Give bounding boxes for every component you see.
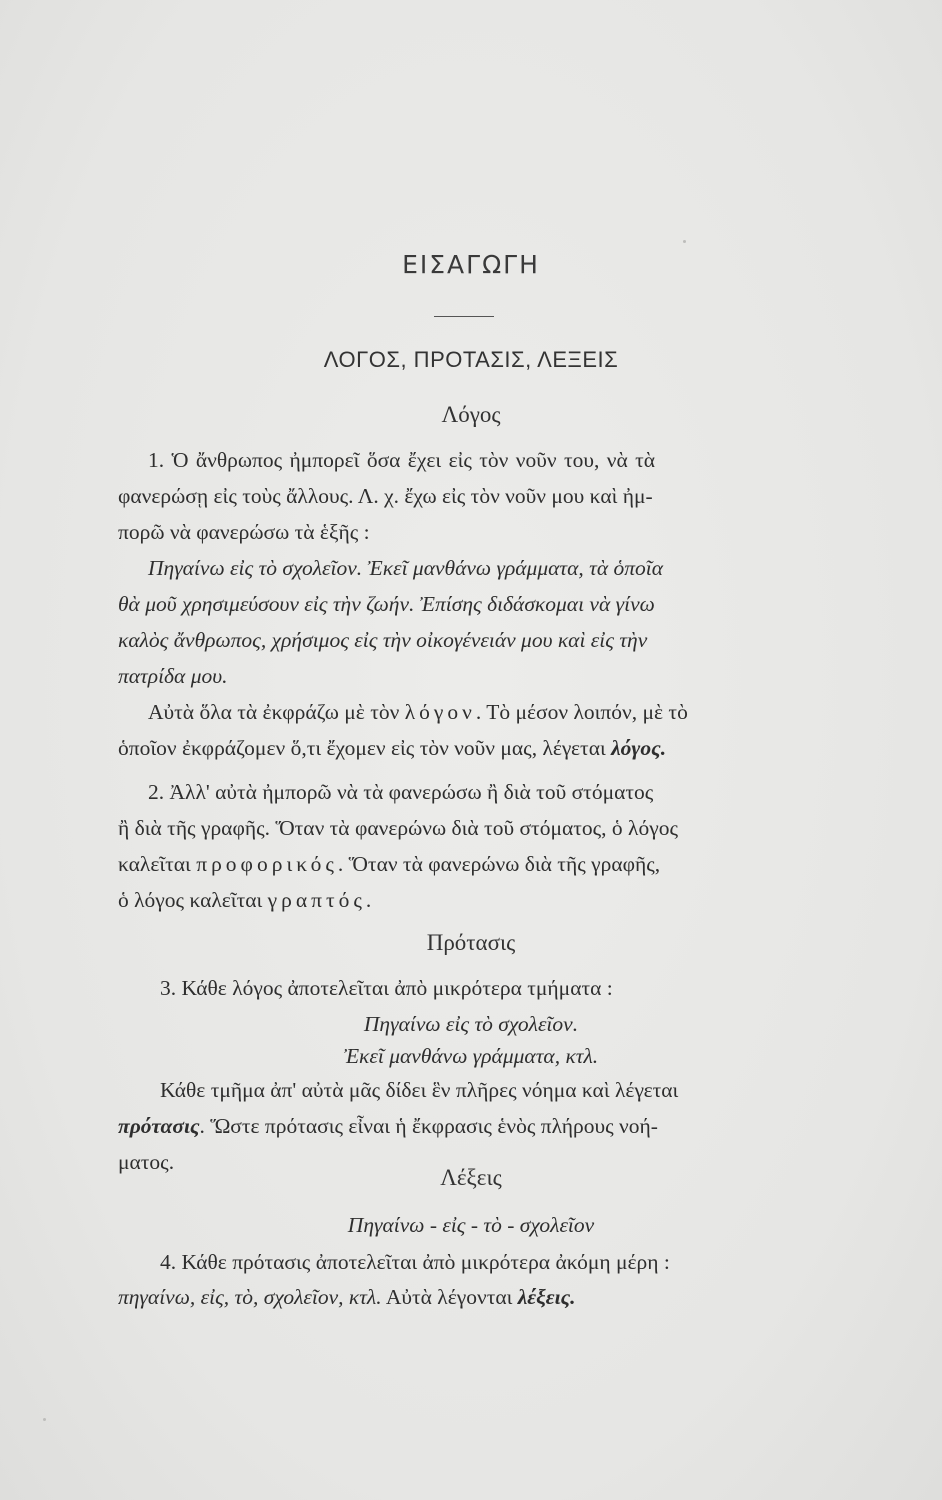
paragraph-2-line-4 [118,888,371,913]
paragraph-1-line-3: πορῶ νὰ φανερώσω τὰ ἑξῆς : [118,520,370,544]
spaced-term-graptos: γραπτός [267,888,366,912]
section-heading-logos: Λόγος [441,402,501,427]
paragraph-2-line-3 [118,852,660,877]
paragraph-4-line-2 [118,1285,576,1310]
example-sentence-2: Ἐκεῖ μανθάνω γράμματα, κτλ. [343,1044,599,1068]
section-heading-protasis: Πρότασις [426,930,516,955]
chapter-subtitle: ΛΟΓΟΣ, ΠΡΟΤΑΣΙΣ, ΛΕΞΕΙΣ [323,347,619,372]
term-lexeis: λέξεις. [517,1285,576,1309]
paragraph-1-line-2: φανερώσῃ εἰς τοὺς ἄλλους. Λ. χ. ἔχω εἰς τὸν νοῦν μου καὶ ἠμ- [118,484,653,508]
paragraph-2-text: καλεῖται [118,852,197,876]
paragraph-2-text: ὁ λόγος καλεῖται [118,888,268,912]
page-title: ΕΙΣΑΓΩΓΗ [402,250,540,279]
example-text-line-1: Πηγαίνω εἰς τὸ σχολεῖον. Ἐκεῖ μανθάνω γράμματα, τὰ ὁποῖα [148,556,664,580]
example-sentence-1: Πηγαίνω εἰς τὸ σχολεῖον. [363,1012,579,1036]
paragraph-2-line-2: ἢ διὰ τῆς γραφῆς. Ὅταν τὰ φανερώνω διὰ τοῦ στόματος, ὁ λόγος [118,816,678,840]
example-words: Πηγαίνω - εἰς - τὸ - σχολεῖον [347,1213,595,1237]
paragraph-3b-line-2 [118,1114,658,1139]
term-protasis: πρότασις [118,1114,200,1138]
paragraph-1b-line-1 [148,700,688,725]
term-logos: λόγος. [611,736,667,760]
paragraph-2-text: . Ὅταν τὰ φανερώνω διὰ τῆς γραφῆς, [337,852,661,876]
paragraph-3-line-1: 3. Κάθε λόγος ἀποτελεῖται ἀπὸ μικρότερα τμήματα : [160,976,613,1000]
spaced-term-logon: λόγον [404,700,476,724]
spaced-term-proforikos: προφορικός [196,852,338,876]
paragraph-1b-text: ὁποῖον ἐκφράζομεν ὅ,τι ἔχομεν εἰς τὸν νοῦν μας, λέγεται [118,736,612,760]
paragraph-2-line-1: 2. Ἀλλ' αὐτὰ ἠμπορῶ νὰ τὰ φανερώσω ἢ διὰ τοῦ στόματος [148,780,654,804]
title-divider [434,316,494,317]
example-text-line-2: θὰ μοῦ χρησιμεύσουν εἰς τὴν ζωήν. Ἐπίσης διδάσκομαι νὰ γίνω [118,592,655,616]
paper-speck [683,240,686,243]
paragraph-1b-text: Αὐτὰ ὅλα τὰ ἐκφράζω μὲ τὸν [148,700,405,724]
example-text-line-3: καλὸς ἄνθρωπος, χρήσιμος εἰς τὴν οἰκογένειάν μου καὶ εἰς τὴν [118,628,648,652]
paragraph-1-line-1: 1. Ὁ ἄνθρωπος ἠμπορεῖ ὅσα ἔχει εἰς τὸν νοῦν του, νὰ τὰ [148,448,656,472]
word-list: πηγαίνω, εἰς, τὸ, σχολεῖον, κτλ. [118,1285,382,1309]
paragraph-2-text: . [365,888,372,912]
paragraph-4-text: Αὐτὰ λέγονται [381,1285,518,1309]
paragraph-1b-text: . Τὸ μέσον λοιπόν, μὲ τὸ [475,700,688,724]
paper-speck [43,1418,46,1421]
paragraph-1b-line-2 [118,736,666,761]
section-heading-lexeis: Λέξεις [440,1165,502,1190]
paragraph-3b-line-3: ματος. [118,1150,175,1174]
paragraph-3b-text: . Ὥστε πρότασις εἶναι ἡ ἔκφρασις ἑνὸς πλήρους νοή- [199,1114,658,1138]
paragraph-3b-line-1: Κάθε τμῆμα ἀπ' αὐτὰ μᾶς δίδει ἓν πλῆρες νόημα καὶ λέγεται [160,1078,679,1102]
example-text-line-4: πατρίδα μου. [118,664,228,688]
paragraph-4-line-1: 4. Κάθε πρότασις ἀποτελεῖται ἀπὸ μικρότερα ἀκόμη μέρη : [160,1250,670,1274]
